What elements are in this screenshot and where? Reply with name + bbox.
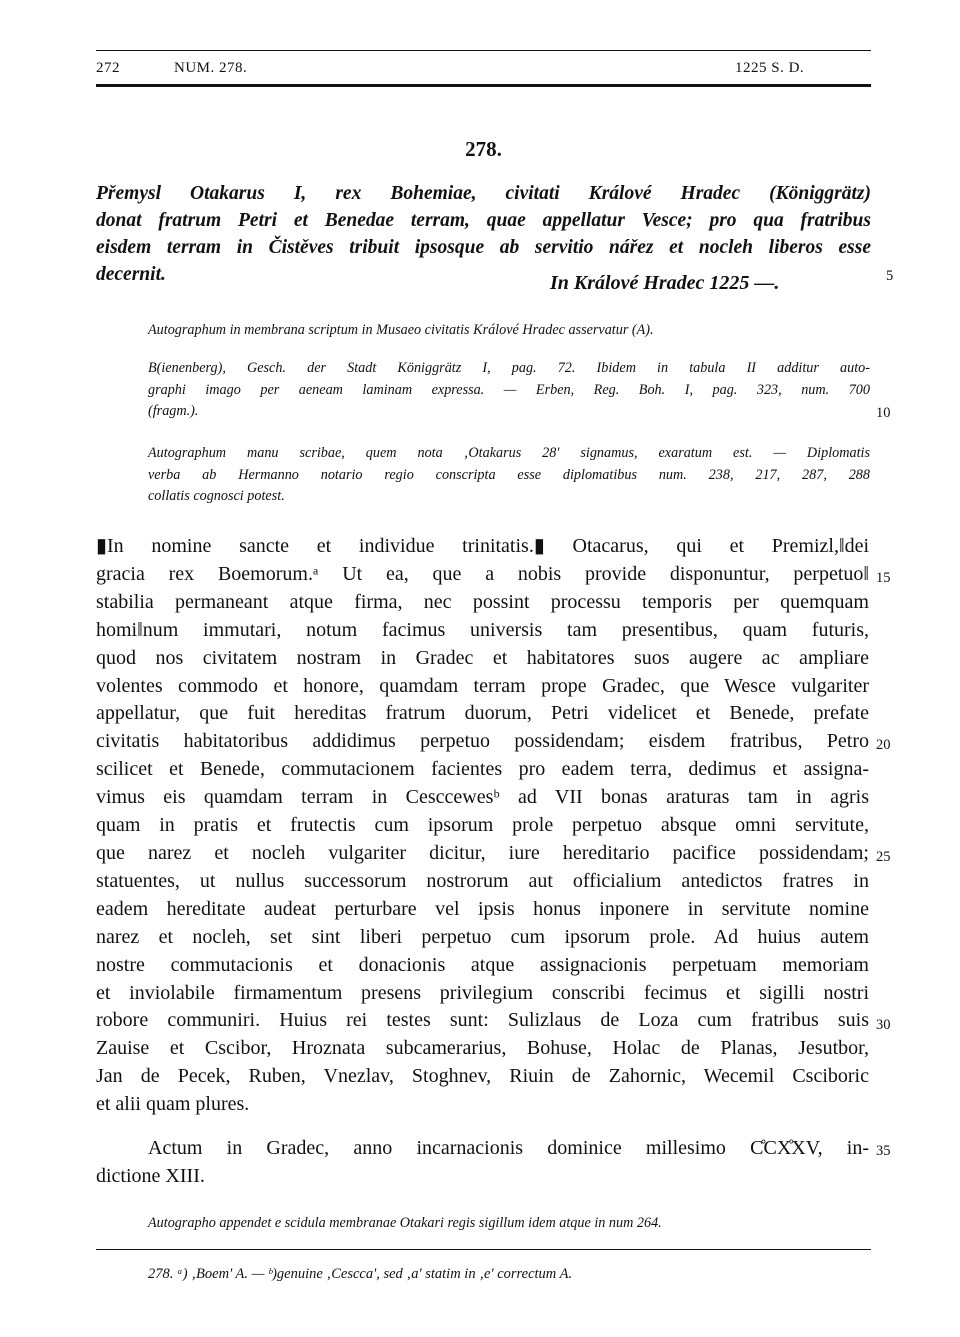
- line-number: 30: [876, 1017, 891, 1033]
- text-line: statuentes, ut nullus successorum nostrorum aut officialium antedictos fratres in: [96, 869, 869, 892]
- text-line: Zauise et Cscibor, Hroznata subcamerarius, Bohuse, Holac de Planas, Jesutbor,: [96, 1037, 869, 1060]
- document-number: NUM. 278.: [174, 60, 248, 76]
- text-line: quod nos civitatem nostram in Gradec et habitatores suos augere ac ampliare: [96, 646, 869, 669]
- text-line: quam in pratis et frutectis cum ipsorum prole perpetuo absque omni servitute,: [96, 814, 869, 837]
- summary-line: decernit.: [96, 264, 166, 285]
- document-heading: 278.: [465, 137, 502, 161]
- note-literature: [148, 358, 870, 423]
- place-date: In Králové Hradec 1225 —.: [550, 272, 780, 294]
- header-top-rule: [96, 50, 871, 51]
- summary-line: donat fratrum Petri et Benedae terram, quae appellatur Vesce; pro qua fratribus: [96, 210, 871, 231]
- text-line: robore communiri. Huius rei testes sunt: Sulizlaus de Loza cum fratribus suis: [96, 1009, 869, 1032]
- note-line: Autographo appendet e scidula membranae Otakari regis sigillum idem atque in num 264.: [148, 1215, 662, 1231]
- line-number: 5: [886, 268, 894, 284]
- note-line: Autographum in membrana scriptum in Musaeo civitatis Králové Hradec asservatur (A).: [148, 322, 654, 338]
- text-line: scilicet et Benede, commutacionem facientes pro eadem terra, dedimus et assigna-: [96, 758, 869, 781]
- text-line: stabilia permaneant atque firma, nec possint processu temporis per quemquam: [96, 590, 869, 613]
- line-number: 10: [876, 405, 891, 421]
- footnote: 278. ᵃ) ‚Boem' A. — ᵇ)genuine ‚Cescca', sed ‚a' statim in ‚e' correctum A.: [148, 1266, 573, 1282]
- text-line: eadem hereditate audeat perturbare vel ipsis honus inponere in servitute nomine: [96, 897, 869, 920]
- text-line: Actum in Gradec, anno incarnacionis dominice millesimo C̊CX̊XV, in-: [148, 1137, 869, 1159]
- text-line: ▮In nomine sancte et individue trinitatis.▮ Otacarus, qui et Premizl,‖dei: [96, 535, 869, 557]
- line-number: 25: [876, 849, 891, 865]
- header-date: 1225 S. D.: [735, 60, 805, 76]
- text-line: dictione XIII.: [96, 1164, 205, 1187]
- note-line: collatis cognosci potest.: [148, 488, 285, 504]
- text-line: Jan de Pecek, Ruben, Vnezlav, Stoghnev, Riuin de Zahornic, Wecemil Csciboric: [96, 1065, 869, 1088]
- summary-line: eisdem terram in Čistěves tribuit ipsosque ab servitio nářez et nocleh liberos esse: [96, 237, 871, 258]
- text-line: et inviolabile firmamentum presens privilegium conscribi fecimus et sigilli nostri: [96, 981, 869, 1004]
- text-line: et alii quam plures.: [96, 1093, 250, 1116]
- text-line: appellatur, que fuit hereditas fratrum duorum, Petri videlicet et Benede, prefate: [96, 702, 869, 725]
- note-line: verba ab Hermanno notario regio conscripta esse diplomatibus num. 238, 217, 287, 288: [148, 466, 870, 483]
- text-line: vimus eis quamdam terram in Cesccewesᵇ ad VII bonas araturas tam in agris: [96, 786, 869, 809]
- text-line: homi‖num immutari, notum facimus universis tam presentibus, quam futuris,: [96, 618, 869, 641]
- line-number: 15: [876, 570, 891, 586]
- page-number: 272: [96, 60, 120, 76]
- seal-note: [148, 1213, 870, 1235]
- text-line: gracia rex Boemorum.ᵃ Ut ea, que a nobis provide disponuntur, perpetuo‖: [96, 562, 869, 585]
- summary-line: Přemysl Otakarus I, rex Bohemiae, civitati Králové Hradec (Königgrätz): [96, 183, 871, 204]
- note-line: Autographum manu scribae, quem nota ‚Otakarus 28' signamus, exaratum est. — Diplomatis: [148, 445, 870, 461]
- charter-text: [96, 533, 869, 1119]
- note-scribe: [148, 443, 870, 508]
- note-line: B(ienenberg), Gesch. der Stadt Königgrätz I, pag. 72. Ibidem in tabula II additur auto-: [148, 360, 870, 376]
- text-line: que narez et nocleh vulgariter dicitur, iure hereditario pacifice possidendam;: [96, 841, 869, 864]
- text-line: civitatis habitatoribus addidimus perpetuo possidendam; eisdem fratribus, Petro: [96, 730, 869, 753]
- actum-clause: [96, 1135, 869, 1191]
- footnote-rule: [96, 1249, 871, 1250]
- note-line: (fragm.).: [148, 403, 199, 419]
- line-number: 20: [876, 737, 891, 753]
- header-bottom-rule: [96, 84, 871, 87]
- line-number: 35: [876, 1143, 891, 1159]
- note-line: graphi imago per aeneam laminam expressa. — Erben, Reg. Boh. I, pag. 323, num. 700: [148, 381, 870, 398]
- note-provenance: [148, 320, 870, 342]
- text-line: narez et nocleh, set sint liberi perpetuo cum ipsorum prole. Ad huius autem: [96, 925, 869, 948]
- text-line: volentes commodo et honore, quamdam terram prope Gradec, que Wesce vulgariter: [96, 674, 869, 697]
- text-line: nostre commutacionis et donacionis atque assignacionis perpetuam memoriam: [96, 953, 869, 976]
